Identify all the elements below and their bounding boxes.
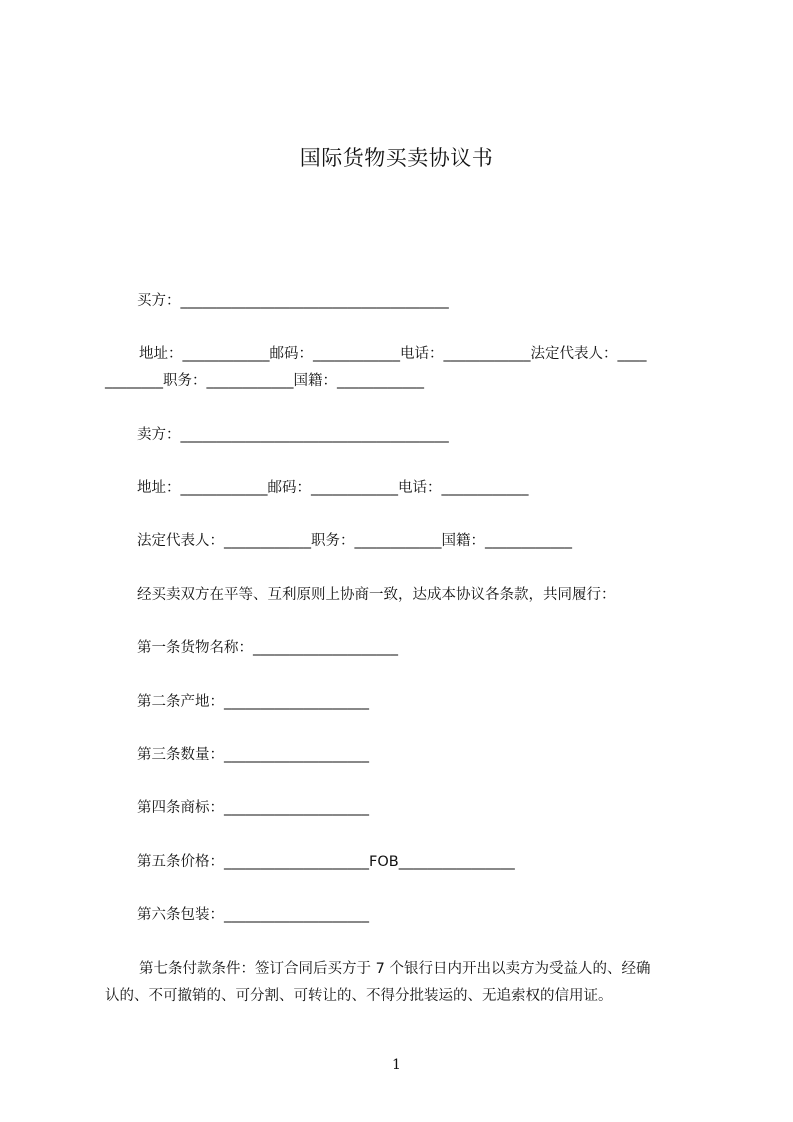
article-4-trademark: 第四条商标：____________________ [137,800,369,816]
article-7-payment-line-2: 认的、不可撤销的、可分割、可转让的、不得分批装运的、无追索权的信用证。 [105,988,613,1004]
buyer-line: 买方：_____________________________________ [137,293,449,309]
article-6-packaging: 第六条包装：____________________ [137,907,369,923]
article-5-price: 第五条价格：____________________FOB________________ [137,854,515,870]
seller-line: 卖方：_____________________________________ [137,427,449,443]
article-2-origin: 第二条产地：____________________ [137,694,369,710]
document-title: 国际货物买卖协议书 [299,146,494,170]
buyer-title-nationality-line: ________职务：____________国籍：____________ [105,373,424,389]
article-3-quantity: 第三条数量：____________________ [137,747,369,763]
seller-address-line: 地址：____________邮码：____________电话：____________ [137,480,529,496]
buyer-address-line: 地址：____________邮码：____________电话：____________法定代表人：____ [139,346,647,362]
page-number: 1 [392,1057,401,1073]
seller-representative-line: 法定代表人：____________职务：____________国籍：____________ [137,533,572,549]
article-7-payment-line-1: 第七条付款条件：签订合同后买方于 7 个银行日内开出以卖方为受益人的、经确 [139,961,651,977]
preamble-paragraph: 经买卖双方在平等、互利原则上协商一致，达成本协议各条款，共同履行： [137,587,616,603]
article-1-goods-name: 第一条货物名称：____________________ [137,640,398,656]
